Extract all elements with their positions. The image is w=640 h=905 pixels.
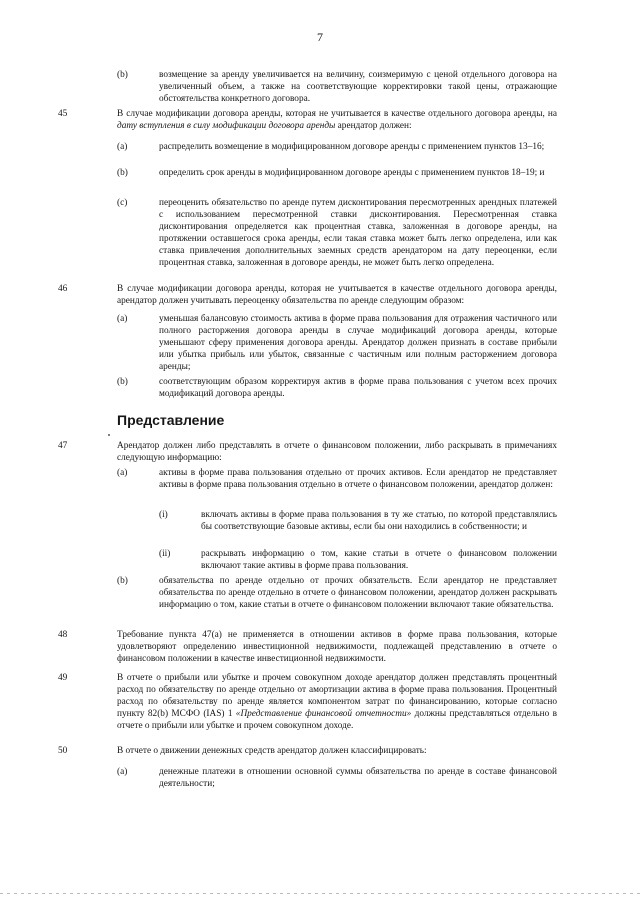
item-label: (ii) <box>159 549 171 559</box>
paragraph-item: активы в форме права пользования отдельно от прочих активов. Если арендатор не представляет активы в форме права пользования отдельно в отчете о финансовом положении, арендатор должен: <box>159 468 557 491</box>
paragraph-text: Арендатор должен либо представлять в отчете о финансовом положении, либо раскрывать в примечаниях следующую информацию: <box>117 441 557 464</box>
item-label: (a) <box>117 314 128 324</box>
section-heading: Представление <box>117 412 225 428</box>
item-label: (a) <box>117 468 128 478</box>
paragraph-item: соответствующим образом корректируя актив в форме права пользования с учетом всех прочих модификаций договора аренды. <box>159 377 557 400</box>
paragraph-number: 46 <box>58 284 68 294</box>
paragraph-number: 47 <box>58 441 68 451</box>
item-label: (b) <box>117 168 128 178</box>
paragraph-item: возмещение за аренду увеличивается на величину, соизмеримую с ценой отдельного договора на увеличенный объем, а также на соответствующие корректировки такой цены, отражающие обстоятельства конкретного договора. <box>159 70 557 105</box>
paragraph-subitem: раскрывать информацию о том, какие статьи в отчете о финансовом положении включают такие активы в форме права пользования. <box>201 549 557 572</box>
item-label: (b) <box>117 377 128 387</box>
paragraph-item: определить срок аренды в модифицированном договоре аренды с применением пунктов 18–19; и <box>159 168 545 178</box>
item-label: (b) <box>117 70 128 80</box>
paragraph-text: В случае модификации договора аренды, которая не учитывается в качестве отдельного договора аренды, на дату вступления в силу модификации договора аренды арендатор должен: <box>117 109 557 132</box>
paragraph-text: В случае модификации договора аренды, которая не учитывается в качестве отдельного договора аренды, арендатор должен учитывать переоценку обязательства по аренде следующим образом: <box>117 284 557 307</box>
paragraph-number: 50 <box>58 746 68 756</box>
item-label: (i) <box>159 510 168 520</box>
paragraph-number: 48 <box>58 630 68 640</box>
item-label: (a) <box>117 142 128 152</box>
paragraph-number: 49 <box>58 673 68 683</box>
paragraph-item: денежные платежи в отношении основной суммы обязательства по аренде в составе финансовой деятельности; <box>159 767 557 790</box>
paragraph-number: 45 <box>58 109 68 119</box>
paragraph-text: Требование пункта 47(a) не применяется в отношении активов в форме права пользования, которые удовлетворяют определению инвестиционной недвижимости, подлежащей представлению в отчете о финансовом положении в качестве инвестиционной недвижимости. <box>117 630 557 665</box>
paragraph-item: переоценить обязательство по аренде путем дисконтирования пересмотренных арендных платежей с использованием пересмотренной ставки дисконтирования. Пересмотренная ставка дисконтирования определяется как процентная ставка, заложенная в договоре аренды, на протяжении оставшегося срока аренды, если такая ставка может быть легко определена, или как ставка привлечения дополнительных заемных средств арендатором на дату переоценки, если процентная ставка, заложенная в договоре аренды, не может быть легко определена. <box>159 198 557 269</box>
paragraph-item: распределить возмещение в модифицированном договоре аренды с применением пунктов 13–16; <box>159 142 545 152</box>
paragraph-subitem: включать активы в форме права пользования в ту же статью, по которой представлялись бы соответствующие базовые активы, если бы они находились в собственности; и <box>201 510 557 533</box>
paragraph-text: В отчете о прибыли или убытке и прочем совокупном доходе арендатор должен представлять процентный расход по обязательству по аренде отдельно от амортизации актива в форме права пользования. Процентный расход по обязательству по аренде является компонентом затрат по финансированию, которые согласно пункту 82(b) МСФО (IAS) 1 «Представление финансовой отчетности» должны представляться отдельно в отчете о прибыли или убытке и прочем совокупном доходе. <box>117 673 557 732</box>
item-label: (b) <box>117 576 128 586</box>
item-label: (c) <box>117 198 128 208</box>
item-label: (a) <box>117 767 128 777</box>
scan-artifact-line <box>0 893 640 894</box>
scan-speck <box>108 434 110 436</box>
paragraph-item: уменьшая балансовую стоимость актива в форме права пользования для отражения частичного или полного расторжения договора аренды в случае модификаций договора аренды, которые уменьшают сферу применения договора аренды. Арендатор должен признать в составе прибыли или убытка прибыль или убыток, связанные с частичным или полным расторжением договора аренды; <box>159 314 557 373</box>
paragraph-item: обязательства по аренде отдельно от прочих обязательств. Если арендатор не представляет обязательства по аренде отдельно в отчете о финансовом положении, арендатор должен раскрывать информацию о том, какие статьи в отчете о финансовом положении включают такие обязательства. <box>159 576 557 611</box>
paragraph-text: В отчете о движении денежных средств арендатор должен классифицировать: <box>117 746 427 756</box>
page-number: 7 <box>317 30 323 44</box>
